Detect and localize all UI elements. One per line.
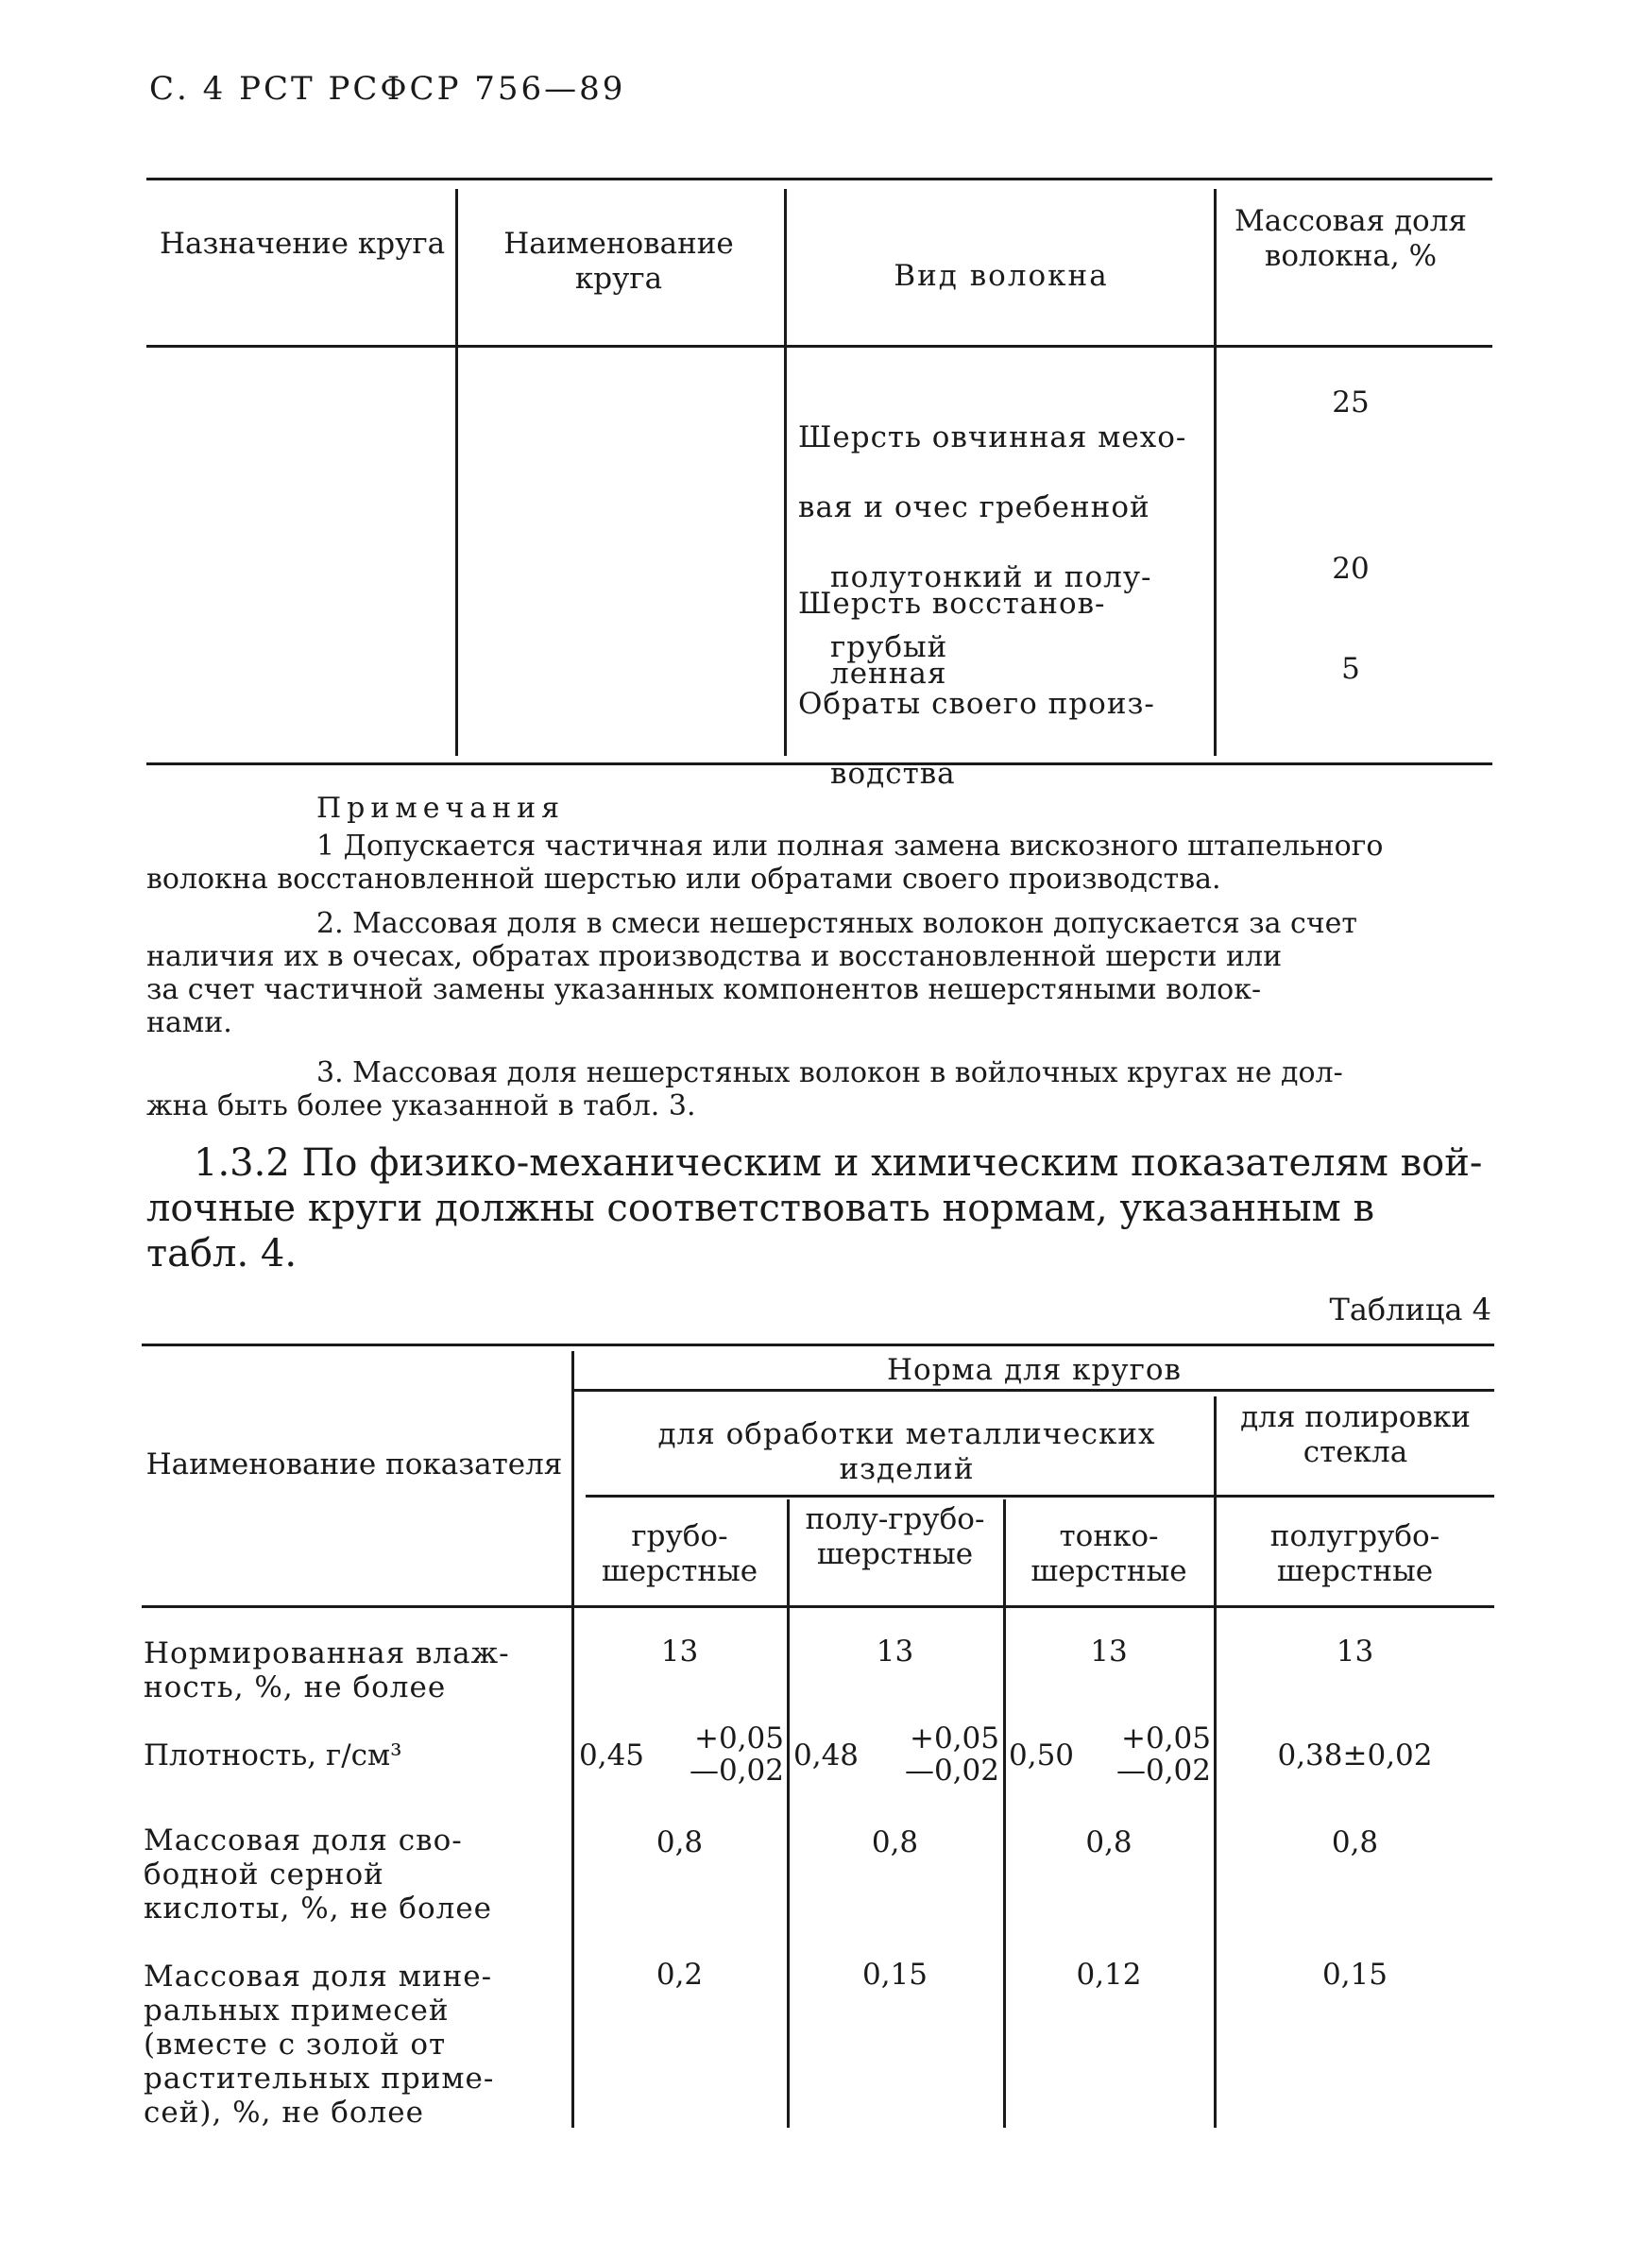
value-cell: 0,8 (1331, 1825, 1379, 1859)
note-text: за счет частичной замены указанных компонентов нешерстяными волок- (146, 973, 1262, 1006)
column-header-purpose: Назначение круга (159, 227, 446, 261)
tolerance-minus: —0,02 (1116, 1754, 1211, 1788)
indicator-name: Плотность, г/см³ (144, 1738, 402, 1772)
value-cell: 0,15 (1321, 1958, 1388, 1992)
group-header-rule (1220, 1495, 1494, 1498)
fiber-type-cell: Обраты своего произ- водства (798, 687, 1155, 791)
column-header-name: Наименование круга (503, 227, 734, 296)
indicator-name: Массовая доля мине- ральных примесей (вместе с золой от растительных приме- сей), %, не более (144, 1960, 495, 2130)
value-cell: 0,15 (861, 1958, 928, 1992)
share-cell: 20 (1332, 552, 1370, 586)
table-header-rule (146, 345, 1492, 348)
running-header: С. 4 РСТ РСФСР 756—89 (149, 70, 626, 108)
table-header-rule (142, 1605, 1494, 1608)
subheader-fine: тонко-шерстные (1030, 1519, 1187, 1588)
tolerance-minus: —0,02 (689, 1754, 784, 1788)
column-header-share: Массовая доля волокна, % (1235, 204, 1467, 273)
density-base: 0,45 (579, 1738, 645, 1772)
value-cell: 0,8 (1085, 1825, 1133, 1859)
column-header-fiber: Вид волокна (894, 259, 1109, 293)
column-divider (784, 189, 787, 756)
note-text: 2. Массовая доля в смеси нешерстяных волокон допускается за счет (316, 907, 1358, 940)
tolerance-plus: +0,05 (910, 1721, 999, 1755)
note-text: 3. Массовая доля нешерстяных волокон в войлочных кругах не дол- (316, 1056, 1343, 1089)
table-top-rule (142, 1344, 1494, 1346)
note-text: наличия их в очесах, обратах производства и восстановленной шерсти или (146, 940, 1283, 973)
value-cell: 0,2 (656, 1958, 704, 1992)
subheader-glass: полугрубо-шерстные (1269, 1519, 1440, 1588)
tolerance-plus: +0,05 (1121, 1721, 1211, 1755)
column-divider (455, 189, 458, 756)
subheader-coarse: грубо-шерстные (601, 1519, 758, 1588)
value-cell: 13 (876, 1635, 914, 1669)
column-divider (787, 1499, 790, 2128)
value-cell: 0,12 (1076, 1958, 1142, 1992)
table-4-caption: Таблица 4 (1329, 1292, 1491, 1327)
note-text: 1 Допускается частичная или полная замена вискозного штапельного (316, 830, 1384, 863)
value-cell: 13 (1090, 1635, 1128, 1669)
clause-1-3-2: 1.3.2 По физико-механическим и химическим показателям вой- лочные круги должны соответствовать нормам, указанным в табл. 4. (146, 1141, 1483, 1276)
share-cell: 5 (1341, 652, 1360, 686)
column-divider (1003, 1499, 1006, 2128)
note-text: нами. (146, 1006, 232, 1039)
density-base: 0,50 (1009, 1738, 1075, 1772)
value-cell: 0,38±0,02 (1277, 1738, 1433, 1772)
subheader-semicoarse: полу-грубо-шерстные (805, 1502, 985, 1571)
indicator-name: Массовая доля сво- бодной серной кислоты, %, не более (144, 1823, 493, 1926)
fiber-type-cell: Шерсть восстанов- ленная (798, 587, 1106, 691)
table-top-rule (146, 178, 1492, 180)
table-3 (146, 178, 1492, 791)
value-cell: 0,8 (871, 1825, 919, 1859)
density-base: 0,48 (793, 1738, 860, 1772)
column-header-metal: для обработки металлических изделий (657, 1417, 1156, 1486)
indicator-name: Нормированная влаж- ность, %, не более (144, 1636, 510, 1704)
column-divider (571, 1351, 574, 2128)
column-header-norm: Норма для кругов (887, 1353, 1182, 1387)
fiber-type-cell: Шерсть овчинная мехо- вая и очес гребенной полутонкий и полу- грубый (798, 420, 1187, 664)
notes-title: Примечания (316, 792, 566, 825)
share-cell: 25 (1332, 385, 1370, 419)
note-text: жна быть более указанной в табл. 3. (146, 1089, 696, 1122)
column-header-glass: для полировки стекла (1240, 1400, 1471, 1469)
column-header-indicator: Наименование показателя (145, 1447, 563, 1481)
column-divider (1214, 1396, 1217, 2128)
column-divider (1214, 189, 1217, 756)
value-cell: 13 (660, 1635, 699, 1669)
value-cell: 13 (1336, 1635, 1374, 1669)
norm-header-rule (571, 1389, 1494, 1392)
tolerance-minus: —0,02 (904, 1754, 999, 1788)
value-cell: 0,8 (656, 1825, 704, 1859)
note-text: волокна восстановленной шерстью или обратами своего производства. (146, 863, 1221, 896)
table-4 (142, 1344, 1494, 2128)
tolerance-plus: +0,05 (694, 1721, 784, 1755)
